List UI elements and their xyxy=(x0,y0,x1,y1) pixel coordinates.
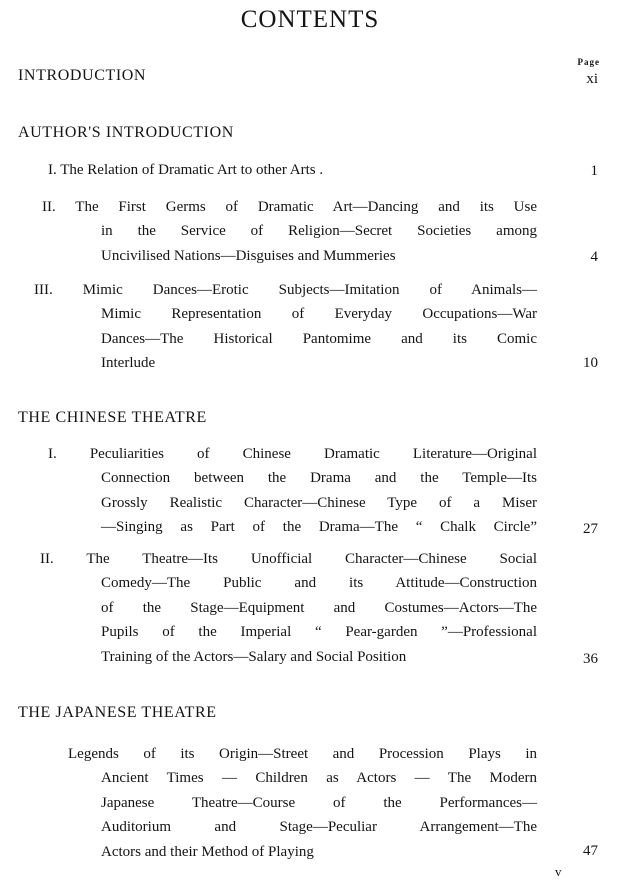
page-number: 36 xyxy=(583,651,598,667)
page-column-header: Page xyxy=(577,57,600,67)
entry-line: Dances—The Historical Pantomime and its Comic xyxy=(101,330,537,347)
entry-numeral: III. xyxy=(34,282,53,298)
entry-numeral: II. xyxy=(40,551,54,567)
entry-line: of the Stage—Equipment and Costumes—Actors—The xyxy=(101,599,537,616)
page-title: CONTENTS xyxy=(240,6,380,33)
toc-entry xyxy=(40,547,537,669)
toc-entry xyxy=(42,195,537,268)
entry-line: Pupils of the Imperial “ Pear-garden ”—Professional xyxy=(101,624,537,641)
entry-line: Connection between the Drama and the Temple—Its xyxy=(101,470,537,487)
page-number: 27 xyxy=(583,521,598,537)
entry-line: I. Peculiarities of Chinese Dramatic Literature—Original xyxy=(48,446,537,462)
page-number: 10 xyxy=(583,355,598,371)
entry-line: Interlude xyxy=(101,355,156,372)
page-folio: v xyxy=(555,864,562,879)
entry-line: Grossly Realistic Character—Chinese Type of a Miser xyxy=(101,494,537,511)
entry-line: Actors and their Method of Playing xyxy=(101,843,314,860)
entry-line: Auditorium and Stage—Peculiar Arrangement—The xyxy=(101,819,537,836)
page-number: 4 xyxy=(590,249,598,265)
toc-entry xyxy=(68,742,537,864)
section-heading-introduction: INTRODUCTION xyxy=(18,67,147,84)
entry-line: Mimic Representation of Everyday Occupations—War xyxy=(101,306,537,323)
entry-line: Comedy—The Public and its Attitude—Construction xyxy=(101,575,537,592)
entry-line: Japanese Theatre—Course of the Performances— xyxy=(101,794,537,811)
page-number: 47 xyxy=(583,843,598,859)
entry-line: III. Mimic Dances—Erotic Subjects—Imitation of Animals— xyxy=(34,282,538,298)
entry-line: Training of the Actors—Salary and Social Position xyxy=(101,648,407,665)
entry-line: Ancient Times — Children as Actors — The Modern xyxy=(101,770,537,787)
page-number: 1 xyxy=(590,163,598,179)
entry-line: II. The First Germs of Dramatic Art—Dancing and its Use xyxy=(42,199,538,215)
entry-line: Uncivilised Nations—Disguises and Mummeries xyxy=(101,247,396,264)
entry-numeral: II. xyxy=(42,199,56,215)
page-number: xi xyxy=(586,71,598,87)
toc-entry xyxy=(48,442,537,540)
section-heading-chinese-theatre: THE CHINESE THEATRE xyxy=(18,409,207,426)
entry-line: Legends of its Origin—Street and Procession Plays in xyxy=(68,746,537,762)
toc-entry xyxy=(34,278,537,376)
entry-line: —Singing as Part of the Drama—The “ Chalk Circle” xyxy=(101,519,537,536)
entry-line: II. The Theatre—Its Unofficial Character—Chinese Social xyxy=(40,551,537,567)
section-heading-authors-introduction: AUTHOR'S INTRODUCTION xyxy=(18,124,234,141)
entry-line: I. The Relation of Dramatic Art to other Arts . xyxy=(48,162,324,178)
entry-line: in the Service of Religion—Secret Societies among xyxy=(101,223,537,240)
entry-numeral: I. xyxy=(48,446,57,462)
section-heading-japanese-theatre: THE JAPANESE THEATRE xyxy=(18,704,217,721)
toc-entry xyxy=(48,158,323,182)
entry-numeral: I. xyxy=(48,162,57,178)
